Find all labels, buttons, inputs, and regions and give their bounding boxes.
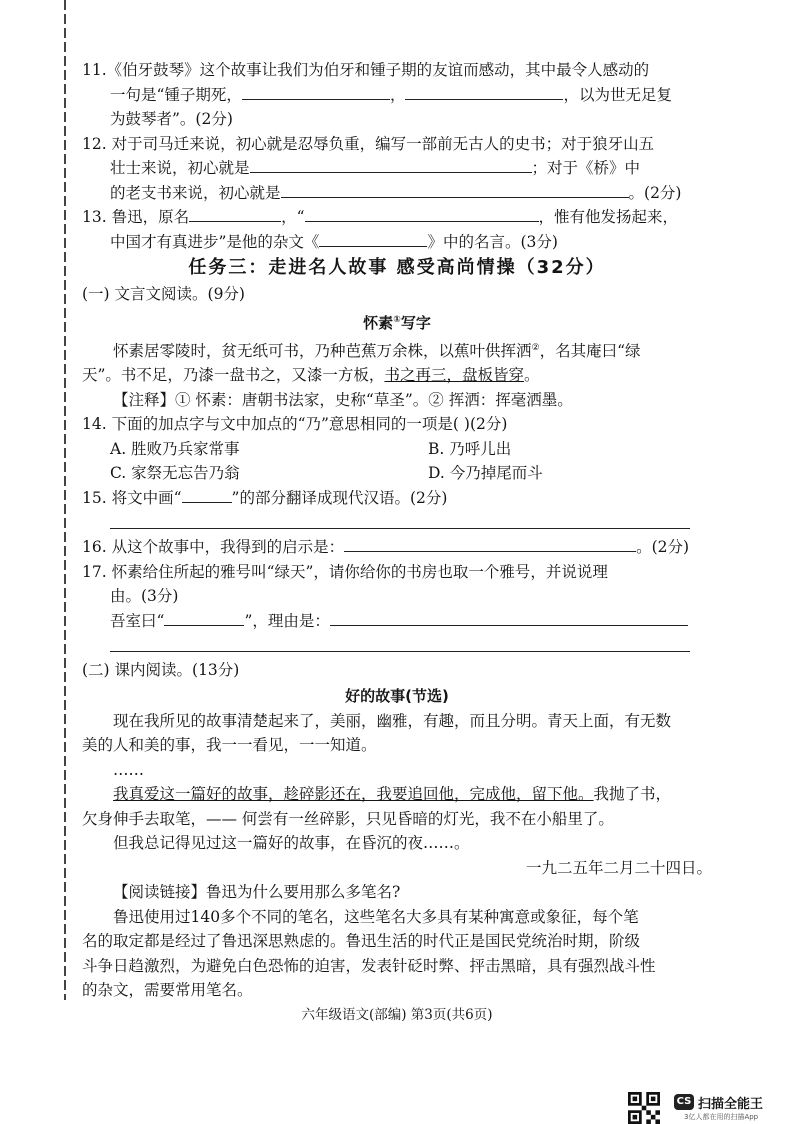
question-17-line-3: 吾室曰“ ”，理由是：	[82, 609, 712, 634]
answer-line[interactable]	[110, 510, 690, 529]
answer-blank[interactable]	[344, 536, 636, 552]
answer-blank[interactable]	[242, 84, 390, 100]
question-15: 15. 将文中画“ ”的部分翻译成现代汉语。(2分)	[82, 488, 448, 507]
passage-title: 怀素①写字	[363, 313, 431, 332]
option-a[interactable]: A. 胜败乃兵家常事	[110, 439, 240, 458]
question-14: 14. 下面的加点字与文中加点的“乃”意思相同的一项是( )(2分)	[82, 415, 508, 434]
annotation-note: 【注释】① 怀素：唐朝书法家，史称“草圣”。② 挥洒：挥毫洒墨。	[113, 390, 573, 409]
answer-blank[interactable]	[189, 206, 281, 222]
question-12-line-1: 12. 对于司马迁来说，初心就是忍辱负重，编写一部前无古人的史书；对于狼牙山五	[82, 134, 655, 153]
camscanner-tagline: 3亿人都在用的扫描App	[684, 1113, 759, 1121]
answer-blank[interactable]	[330, 610, 688, 626]
camscanner-name: 扫描全能王	[698, 1097, 764, 1112]
option-d[interactable]: D. 今乃掉尾而斗	[428, 464, 543, 483]
qr-code-icon	[628, 1092, 660, 1124]
camscanner-logo-icon: CS	[674, 1094, 694, 1110]
answer-blank[interactable]	[405, 84, 563, 100]
answer-blank[interactable]	[305, 206, 539, 222]
answer-blank[interactable]	[319, 231, 427, 247]
part-1-heading: (一) 文言文阅读。(9分)	[82, 285, 245, 303]
answer-blank[interactable]	[281, 182, 629, 198]
passage-line-1: 怀素居零陵时，贫无纸可书，乃种芭蕉万余株，以蕉叶供挥洒②，名其庵曰“绿	[113, 341, 641, 360]
option-c[interactable]: C. 家祭无忘告乃翁	[110, 464, 240, 483]
reading-link-heading: 【阅读链接】鲁迅为什么要用那么多笔名?	[113, 883, 401, 902]
camscanner-badge	[628, 1092, 788, 1122]
q14-options-row-1	[82, 437, 712, 462]
exam-page	[82, 58, 712, 1003]
passage-2-p1-line-1: 现在我所见的故事清楚起来了，美丽，幽雅，有趣，而且分明。青天上面，有无数	[113, 711, 672, 730]
passage-2-title: 好的故事(节选)	[345, 686, 449, 705]
part-2-heading: (二) 课内阅读。(13分)	[82, 661, 240, 680]
question-17-line-1: 17. 怀素给住所起的雅号叫“绿天”，请你给你的书房也取一个雅号，并说说理	[82, 562, 608, 581]
passage-line-2: 天”。书不足，乃漆一盘书之，又漆一方板，书之再三，盘板皆穿。	[82, 366, 540, 385]
answer-blank[interactable]	[164, 610, 244, 626]
passage-2-p2-line-2: 欠身伸手去取笔，—— 何尝有一丝碎影，只见昏暗的灯光，我不在小船里了。	[82, 809, 614, 828]
passage-2-p2-line-1: 我真爱这一篇好的故事，趁碎影还在，我要追回他，完成他，留下他。我抛了书，	[113, 785, 672, 804]
reading-link-line-3: 斗争日趋激烈，为避免白色恐怖的迫害，发表针砭时弊、抨击黑暗，具有强烈战斗性	[82, 956, 656, 975]
answer-blank[interactable]	[250, 157, 532, 173]
option-b[interactable]: B. 乃呼儿出	[428, 439, 512, 458]
question-13-line-2: 中国才有真进步”是他的杂文《 》中的名言。(3分)	[110, 232, 558, 251]
passage-2-p3: 但我总记得见过这一篇好的故事，在昏沉的夜……。	[113, 834, 470, 853]
reading-link-line-1: 鲁迅使用过140多个不同的笔名，这些笔名大多具有某种寓意或象征，每个笔	[113, 907, 639, 926]
question-12-line-2: 壮士来说，初心就是 ；对于《桥》中	[110, 159, 641, 177]
passage-2-ellipsis: ……	[113, 760, 144, 779]
passage-2-date: 一九二五年二月二十四日。	[525, 858, 712, 877]
question-11-line-3: 为鼓琴者”。(2分)	[110, 110, 233, 128]
answer-line[interactable]	[110, 633, 690, 652]
question-11-line-2: 一句是“锺子期死， ， ，以为世无足复	[110, 85, 672, 104]
underline-sample	[182, 487, 232, 503]
question-13-line-1: 13. 鲁迅，原名 ，“ ，惟有他发扬起来，	[82, 208, 679, 226]
question-16: 16. 从这个故事中，我得到的启示是： 。(2分)	[82, 538, 690, 557]
passage-2-p1-line-2: 美的人和美的事，我一一看见，一一知道。	[82, 736, 377, 755]
task-3-title: 任务三：走进名人故事 感受高尚情操（32分）	[188, 257, 606, 278]
question-17-line-2: 由。(3分)	[110, 587, 179, 606]
question-11-line-1: 11.《伯牙鼓琴》这个故事让我们为伯牙和锺子期的友谊而感动，其中最令人感动的	[82, 61, 650, 79]
reading-link-line-2: 名的取定都是经过了鲁迅深思熟虑的。鲁迅生活的时代正是国民党统治时期，阶级	[82, 932, 641, 951]
page-footer: 六年级语文(部编) 第3页(共6页)	[301, 1007, 493, 1023]
reading-link-line-4: 的杂文，需要常用笔名。	[82, 981, 253, 1000]
q14-options-row-2	[82, 461, 712, 486]
question-12-line-3: 的老支书来说，初心就是 。(2分)	[110, 183, 682, 202]
binding-margin-line	[64, 0, 66, 1000]
